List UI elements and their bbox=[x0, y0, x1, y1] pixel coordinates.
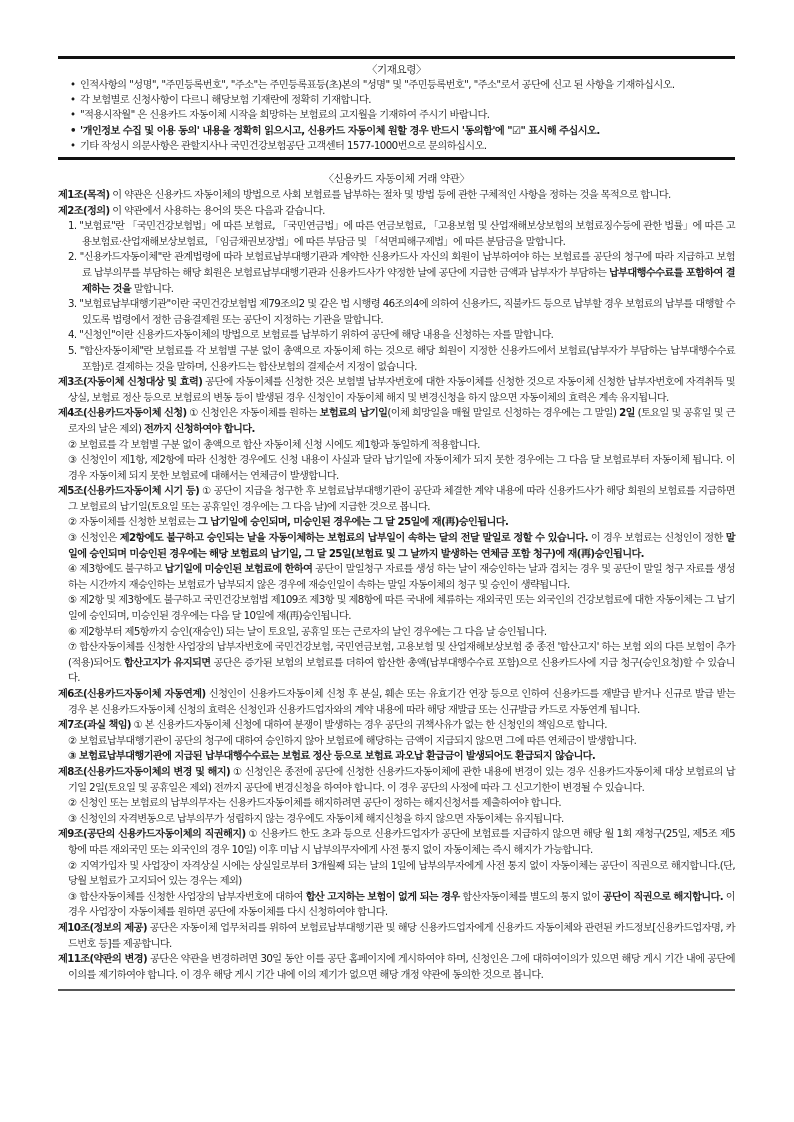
clause: ② 지역가입자 및 사업장이 자격상실 시에는 상실일로부터 3개월째 되는 날의 1일에 납부의무자에게 사전 통지 없이 자동이체는 공단이 직권으로 해지합니다.(단, 당월 보험료가 고지되어 있는 경우는 제외) bbox=[68, 860, 735, 888]
clause: ② 보험료납부대행기관이 공단의 청구에 대하여 승인하지 않아 보험료에 해당하는 금액이 지급되지 않으면 그에 따른 연체금이 발생합니다. bbox=[68, 735, 637, 747]
article-heading: 제7조(과실 책임) bbox=[58, 720, 131, 732]
clause-emphasis: 말일에 승인되며 미승인된 경우에는 해당 보험료의 납기일, 그 달 25일(보험료 및 그 날까지 발생하는 연체금 포함 청구)에 재(再)승인됩니다. bbox=[68, 533, 736, 560]
clause-text: ① 신용카드 한도 초과 등으로 신용카드업자가 공단에 보험료를 지급하지 않으면 해당 월 1회 재청구(25일, 제5조 제5항에 따른 재외국민 또는 외국인의 경우 10일) 이후 미납 시 납부의무자에게 사전 통지 없이 자동이체는 즉시 해지가 가능합니다. bbox=[68, 829, 735, 856]
clause-text: ① 본 신용카드자동이체 신청에 대하여 분쟁이 발생하는 경우 공단의 귀책사유가 없는 한 신청인의 책임으로 합니다. bbox=[131, 720, 607, 732]
clause-text: 이 경우 보험료는 신청인이 정한 bbox=[587, 533, 726, 545]
terms-section bbox=[58, 160, 735, 991]
definition-item: 3. "보험료납부대행기관"이란 국민건강보험법 제79조의2 및 같은 법 시행령 46조의4에 의하여 신용카드, 직불카드 등으로 납부할 경우 보험료의 납부를 대행할 수 있도록 법령에서 정한 금융결제원 또는 공단이 지정하는 기관을 말합니다. bbox=[68, 299, 735, 326]
article-heading: 제2조(정의) bbox=[58, 205, 110, 217]
clause bbox=[58, 640, 735, 687]
instruction-item: • "적용시작월" 은 신용카드 자동이체 시작을 희망하는 보험료의 고지월을 기재하여 주시기 바랍니다. bbox=[70, 108, 735, 123]
clause-text: ⑦ 합산자동이체를 신청한 사업장의 납부자번호에 국민건강보험, 국민연금보험, 고용보험 및 산업재해보상보험 중 종전 '합산고지' 하는 보험 외의 다른 보험이 추가(적용)되어도 bbox=[68, 642, 735, 669]
clause: ③ 신청인이 제1항, 제2항에 따라 신청한 경우에도 신청 내용이 사실과 달라 납기일에 자동이체가 되지 못한 경우에는 그 다음 달 보험료부터 자동이체 됩니다. 이 경우 자동이체 되지 못한 보험료에 대해서는 연체금이 발생합니다. bbox=[68, 455, 735, 482]
article-8 bbox=[58, 765, 735, 827]
article-heading: 제5조(신용카드자동이체 시기 등) bbox=[58, 486, 200, 498]
clause-emphasis: 제2항에도 불구하고 승인되는 날을 자동이체하는 보험료의 납부일이 속하는 달의 전달 말일로 정할 수 있습니다. bbox=[119, 533, 588, 545]
article-5 bbox=[58, 484, 735, 687]
instructions-section bbox=[58, 59, 735, 157]
article-body: 공단은 약관을 변경하려면 30일 동안 이를 공단 홈페이지에 게시하여야 하며, 신청인은 그에 대하여이의가 있으면 해당 게시 기간 내에 공단에 이의를 제기하여야 합니다. 이 경우 해당 게시 기간 내에 이의 제기가 없으면 해당 개정 약관에 동의한 것으로 봅니다. bbox=[68, 954, 735, 981]
article-6 bbox=[58, 687, 735, 718]
instruction-item: • 각 보험별로 신청사항이 다르니 해당보험 기재란에 정확히 기재합니다. bbox=[70, 93, 735, 108]
article-body: 이 약관에서 사용하는 용어의 뜻은 다음과 같습니다. bbox=[109, 205, 325, 217]
article-heading: 제10조(정보의 제공) bbox=[58, 922, 147, 934]
clause bbox=[58, 515, 735, 531]
clause-emphasis: 전까지 신청하여야 합니다. bbox=[143, 423, 255, 435]
clause bbox=[58, 562, 735, 593]
clause-text: 이 경우 사업장이 자동이체를 원하면 공단에 자동이체를 다시 신청하여야 합니다. bbox=[68, 891, 735, 919]
clause-emphasis: 합산고지가 유지되면 bbox=[124, 657, 211, 669]
article-heading: 제9조(공단의 신용카드자동이체의 직권해지) bbox=[58, 829, 246, 841]
article-10 bbox=[58, 921, 735, 952]
clause-emphasis: 2일 bbox=[619, 408, 635, 420]
clause-text: ② 자동이체를 신청한 보험료는 bbox=[68, 517, 198, 529]
article-9 bbox=[58, 827, 735, 921]
clause: ⑤ 제2항 및 제3항에도 불구하고 국민건강보험법 제109조 제3항 및 제8항에 따른 국내에 체류하는 재외국민 또는 외국인의 건강보험료에 대한 자동이체는 그 납기일에 승인되며, 미승인된 경우에는 다음 달 10일에 재(再)승인됩니다. bbox=[68, 595, 735, 623]
clause-text: 공단이 말일청구 자료를 생성 하는 날이 재승인하는 날과 겹치는 경우 및 공단이 말일 청구 자료를 생성하는 시간까지 재승인하는 보험료가 납부되지 않은 경우에 재승인일이 속하는 말일 자동이체의 청구 및 승인이 생략됩니다. bbox=[68, 564, 735, 591]
clause-text: 공단은 증가된 보험의 보험료를 더하여 합산한 총액(납부대행수수료 포함)으로 신용카드사에 지급 청구(승인요청)할 수 있습니다. bbox=[68, 657, 735, 685]
article-11 bbox=[58, 952, 735, 983]
article-2 bbox=[58, 204, 735, 376]
clause-emphasis: 공단이 직권으로 해지합니다. bbox=[602, 891, 723, 903]
clause: ② 보험료를 각 보험별 구분 없이 총액으로 합산 자동이체 신청 시에도 제1항과 동일하게 적용합니다. bbox=[68, 439, 480, 451]
article-body: 공단에 자동이체를 신청한 것은 보험별 납부자번호에 대한 자동이체를 신청한 것으로 자동이체 신청한 납부자번호에 자격취득 및 상실, 보험료 정산 등으로 보험료의 변동 등이 발생된 경우 신청인이 자동이체 해지 및 변경신청을 하지 않으면 자동이체의 효력은 계속 유지됩니다. bbox=[68, 377, 736, 404]
clause: ⑥ 제2항부터 제5항까지 승인(재승인) 되는 날이 토요일, 공휴일 또는 근로자의 날인 경우에는 그 다음 날 승인됩니다. bbox=[68, 626, 547, 638]
clause-text: ③ 신청인은 bbox=[68, 533, 120, 545]
clause-text: ③ 합산자동이체를 신청한 사업장의 납부자번호에 대하여 bbox=[68, 891, 306, 903]
definition-item: 4. "신청인"이란 신용카드자동이체의 방법으로 보험료를 납부하기 위하여 공단에 해당 내용을 신청하는 자를 말합니다. bbox=[68, 330, 554, 342]
article-body: 이 약관은 신용카드 자동이체의 방법으로 사회 보험료를 납부하는 절차 및 방법 등에 관한 구체적인 사항을 정하는 것을 목적으로 합니다. bbox=[109, 190, 671, 202]
definition-emphasis: 납부대행수수료를 포함하여 결제하는 것을 bbox=[82, 267, 735, 295]
definition-item bbox=[58, 250, 735, 297]
instruction-item: • 인적사항의 "성명", "주민등록번호", "주소"는 주민등록표등(초)본의 "성명" 및 "주민등록번호", "주소"로서 공단에 신고 된 사항을 기재하십시오. bbox=[70, 78, 735, 93]
instruction-item-consent: • '개인정보 수집 및 이용 동의' 내용을 정확히 읽으시고, 신용카드 자동이체 원할 경우 반드시 '동의함'에 "☑" 표시해 주십시오. bbox=[70, 124, 735, 139]
article-4 bbox=[58, 406, 735, 484]
article-body: 공단은 자동이체 업무처리를 위하여 보험료납부대행기관 및 해당 신용카드업자에게 신용카드 자동이체와 관련된 카드정보[신용카드업자명, 카드번호 등]를 제공합니다. bbox=[68, 922, 735, 950]
definition-text: 2. "신용카드자동이체"란 관계법령에 따라 보험료납부대행기관과 계약한 신용카드사 자신의 회원이 납부하여야 하는 보험료를 공단의 청구에 따라 지급하고 보험료 납부의무를 부담하는 해당 회원은 보험료납부대행기관과 신용카드사가 약정한 날에 공단에 지급한 금액과 납부자가 부담하는 bbox=[68, 252, 735, 279]
clause-text: ① 신청인은 자동이체를 원하는 bbox=[186, 408, 320, 420]
definition-text: 말합니다. bbox=[131, 283, 174, 295]
definition-item: 1. "보험료"란 「국민건강보험법」에 따른 보험료, 「국민연금법」에 따른 연금보험료, 「고용보험 및 산업재해보상보험의 보험료징수등에 관한 법률」에 따른 고용보험료·산업재해보상보험료, 「임금채권보장법」에 따른 부담금 및 「석면피해구제법」에 따른 분담금을 말합니다. bbox=[68, 221, 735, 248]
clause-text: (이체 희망일을 매월 말일로 신청하는 경우에는 그 말일) bbox=[387, 408, 620, 420]
clause-emphasis: 합산 고지하는 보험이 없게 되는 경우 bbox=[305, 891, 460, 903]
article-heading: 제8조(신용카드자동이체의 변경 및 해지) bbox=[58, 766, 231, 778]
clause-bold bbox=[58, 749, 735, 765]
instruction-item: • 기타 작성시 의문사항은 관할지사나 국민건강보험공단 고객센터 1577-1000번으로 문의하십시오. bbox=[70, 139, 735, 154]
article-heading: 제6조(신용카드자동이체 자동연계) bbox=[58, 689, 206, 701]
clause: ② 신청인 또는 보험료의 납부의무자는 신용카드자동이체를 해지하려면 공단이 정하는 해지신청서를 제출하여야 합니다. bbox=[68, 798, 562, 810]
clause-text: ① 공단이 지급을 청구한 후 보험료납부대행기관이 공단과 체결한 계약 내용에 따라 신용카드사가 해당 회원의 보험료를 지급하면 그 보험료의 납기일(토요일 또는 공휴일인 경우에는 그 다음 날)에 지급한 것으로 봅니다. bbox=[68, 486, 735, 513]
article-1 bbox=[58, 188, 735, 204]
clause-emphasis: 그 납기일에 승인되며, 미승인된 경우에는 그 달 25일에 재(再)승인됩니다. bbox=[197, 517, 509, 529]
instructions-list bbox=[58, 78, 735, 154]
terms-title: 〈신용카드 자동이체 거래 약관〉 bbox=[323, 173, 470, 186]
document-page bbox=[58, 56, 735, 991]
article-heading: 제11조(약관의 변경) bbox=[58, 954, 148, 966]
clause-emphasis: 보험료의 납기일 bbox=[319, 408, 388, 420]
article-heading: 제4조(신용카드자동이체 신청) bbox=[58, 408, 187, 420]
clause-text: ④ 제3항에도 불구하고 bbox=[68, 564, 165, 576]
instructions-title: 〈기재요령〉 bbox=[366, 64, 427, 76]
definition-item: 5. "합산자동이체"란 보험료를 각 보험별 구분 없이 총액으로 자동이체 하는 것으로 해당 회원이 지정한 신용카드에서 보험료(납부자가 부담하는 납부대행수수료 포함)로 결제하는 것을 말하며, 신용카드는 합산보험의 결제순서 지정이 없습니다. bbox=[68, 345, 735, 373]
clause-emphasis: 납기일에 미승인된 보험료에 한하여 bbox=[164, 564, 313, 576]
clause: ③ 신청인의 자격변동으로 납부의무가 성립하지 않는 경우에도 자동이체 해지신청을 하지 않으면 자동이체는 유지됩니다. bbox=[68, 813, 564, 825]
clause bbox=[58, 531, 735, 562]
article-body: 신청인이 신용카드자동이체 신청 후 분실, 훼손 또는 유효기간 연장 등으로 인하여 신용카드를 재발급 받거나 신규로 발급 받는 경우 본 신용카드자동이체 신청의 효력은 신청인과 신용카드업자와의 계약 내용에 따라 해당 재발급 또는 신규발급 카드로 자동연계 됩니다. bbox=[68, 689, 735, 716]
article-heading: 제1조(목적) bbox=[58, 190, 110, 202]
clause-text: ① 신청인은 종전에 공단에 신청한 신용카드자동이체에 관한 내용에 변경이 있는 경우 신용카드자동이체 대상 보험료의 납기일 2일(토요일 및 공휴일은 제외) 전까지 공단에 변경신청을 하여야 합니다. 이 경우 공단의 사정에 따라 그 신고기한이 변경될 수 있습니다. bbox=[68, 766, 735, 794]
article-heading: 제3조(자동이체 신청대상 및 효력) bbox=[58, 377, 203, 389]
clause-emphasis: ③ 보험료납부대행기관에 지급된 납부대행수수료는 보험료 정산 등으로 보험료 과오납 환급금이 발생되어도 환급되지 않습니다. bbox=[68, 751, 596, 763]
bottom-divider bbox=[58, 989, 735, 991]
article-3 bbox=[58, 375, 735, 406]
clause-text: 합산자동이체를 별도의 통지 없이 bbox=[459, 891, 603, 903]
clause bbox=[58, 890, 735, 921]
clause-text: (토요일 및 공휴일 및 근로자의 날은 제외) bbox=[68, 408, 735, 435]
article-7 bbox=[58, 718, 735, 765]
